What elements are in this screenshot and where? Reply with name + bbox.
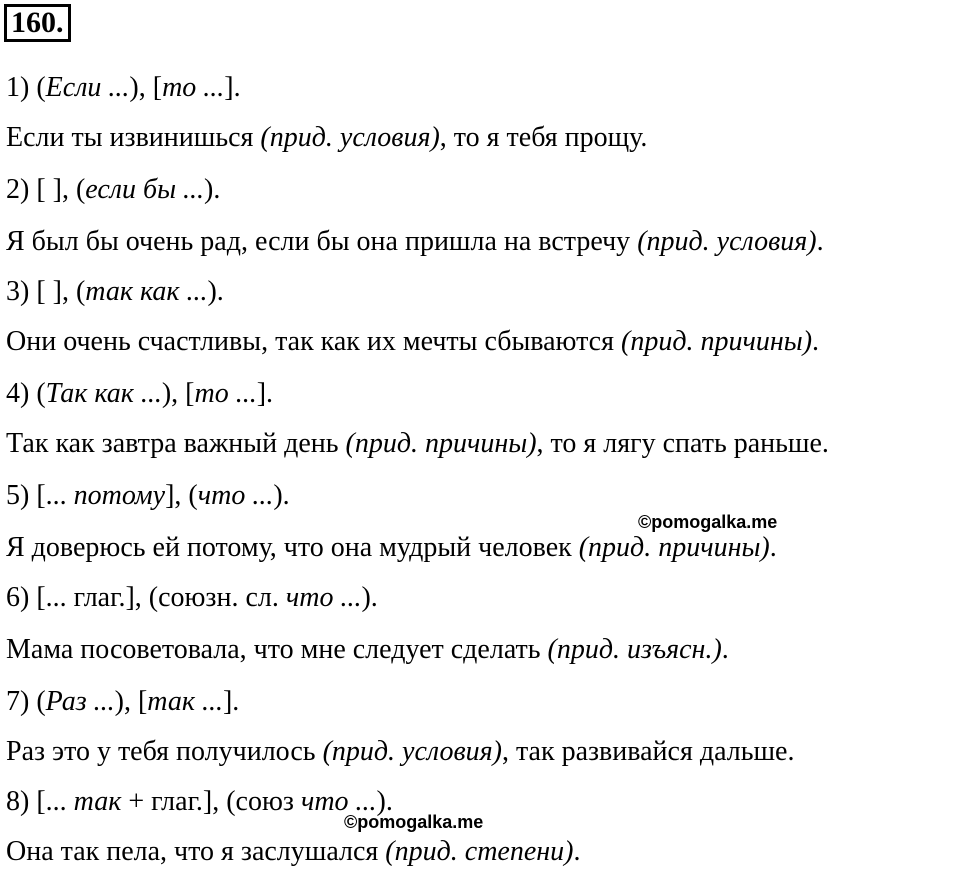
sentence-5: Я доверюсь ей потому, что она мудрый человек (прид. причины). — [6, 532, 777, 563]
scheme-7: 7) (Раз ...), [так ...]. — [6, 686, 240, 717]
scheme-8: 8) [... так + глаг.], (союз что ...). — [6, 786, 393, 817]
exercise-number: 160. — [4, 4, 71, 42]
sentence-1: Если ты извинишься (прид. условия), то я тебя прощу. — [6, 122, 648, 153]
scheme-1: 1) (Если ...), [то ...]. — [6, 72, 241, 103]
scheme-3: 3) [ ], (так как ...). — [6, 276, 224, 307]
sentence-3: Они очень счастливы, так как их мечты сбываются (прид. причины). — [6, 326, 820, 357]
watermark-top: ©pomogalka.me — [638, 512, 778, 532]
sentence-8: Она так пела, что я заслушался (прид. степени). — [6, 836, 581, 867]
sentence-6: Мама посоветовала, что мне следует сделать (прид. изъясн.). — [6, 634, 729, 665]
sentence-7: Раз это у тебя получилось (прид. условия), так развивайся дальше. — [6, 736, 795, 767]
scheme-6: 6) [... глаг.], (союзн. сл. что ...). — [6, 582, 378, 613]
scheme-4: 4) (Так как ...), [то ...]. — [6, 378, 274, 409]
scheme-5: 5) [... потому], (что ...). — [6, 480, 290, 511]
watermark-bottom: ©pomogalka.me — [344, 812, 484, 832]
sentence-4: Так как завтра важный день (прид. причины), то я лягу спать раньше. — [6, 428, 829, 459]
scheme-2: 2) [ ], (если бы ...). — [6, 174, 221, 205]
sentence-2: Я был бы очень рад, если бы она пришла на встречу (прид. условия). — [6, 226, 824, 257]
